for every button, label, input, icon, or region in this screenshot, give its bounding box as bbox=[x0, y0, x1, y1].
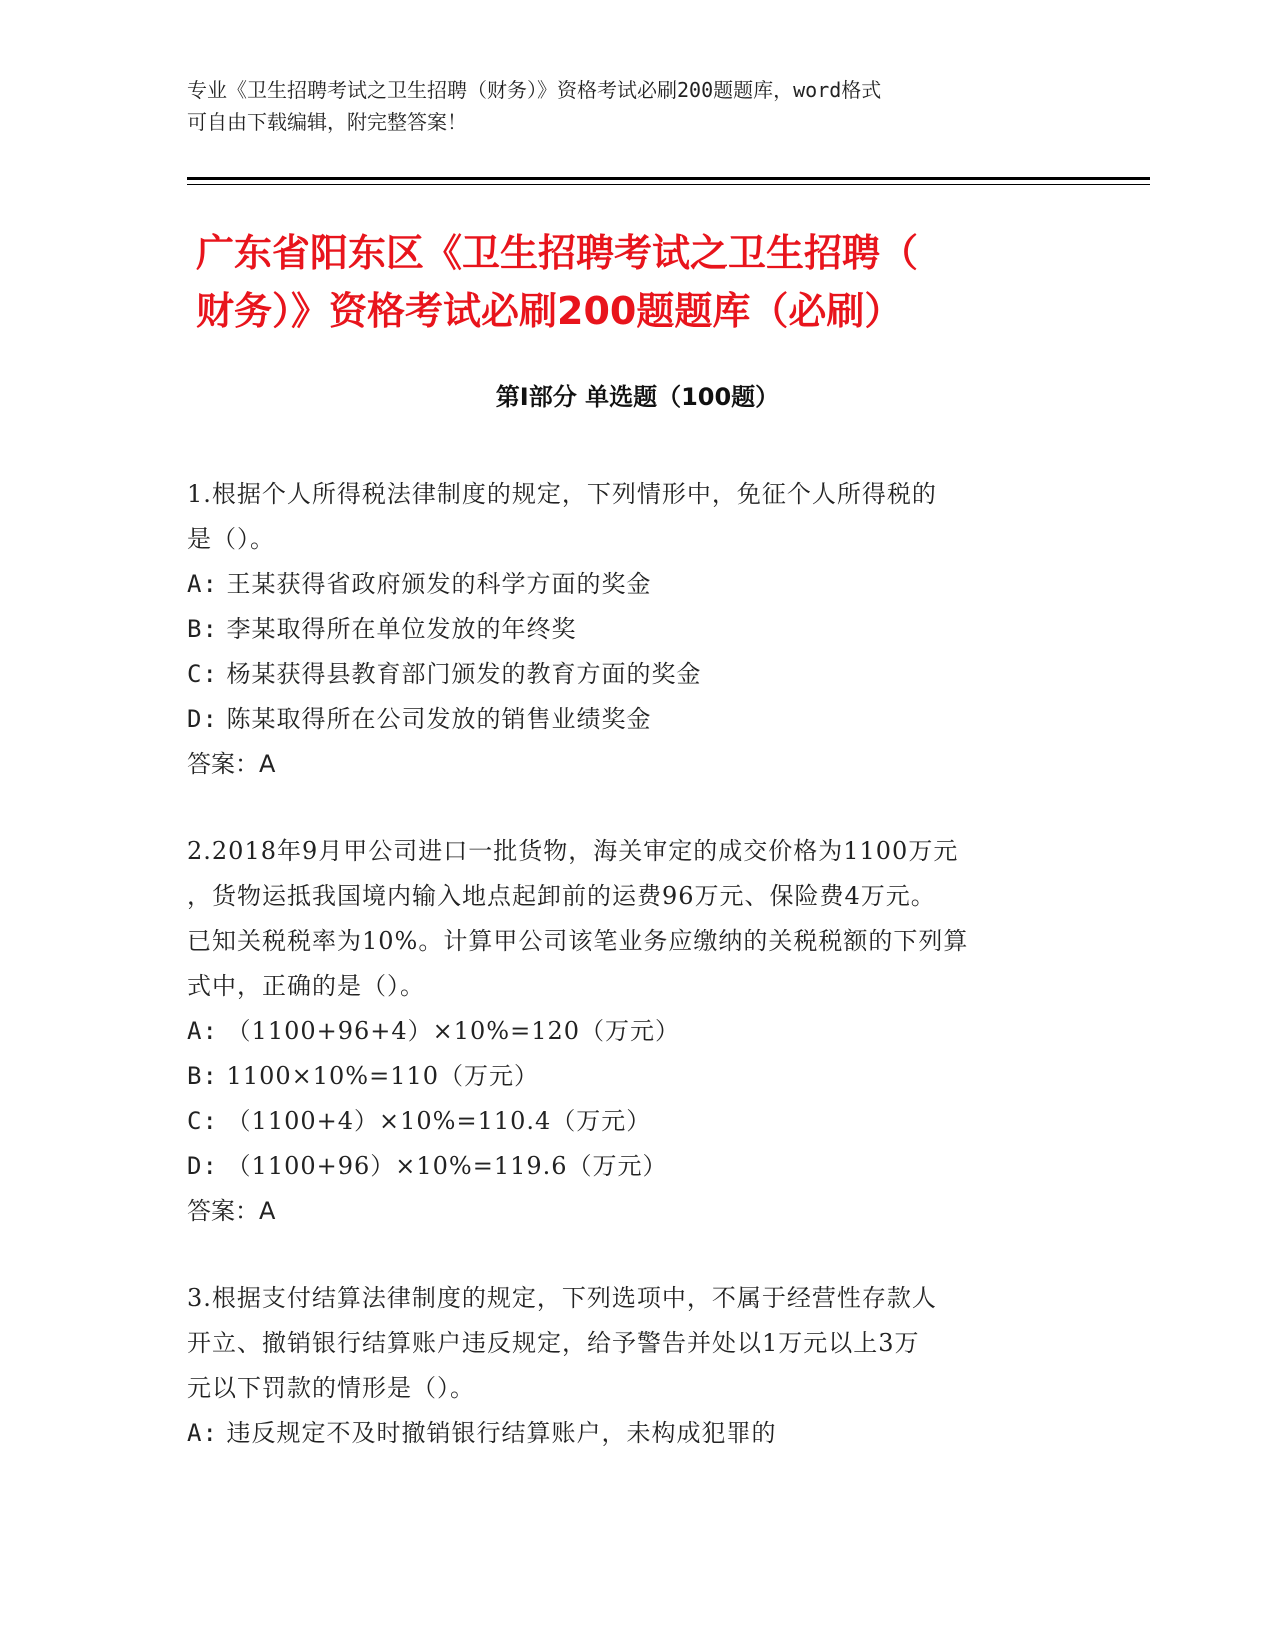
question-item bbox=[187, 472, 1077, 787]
option-b bbox=[187, 1054, 1077, 1099]
header-divider-thick bbox=[187, 177, 1150, 180]
question-stem-line: 1.根据个人所得税法律制度的规定，下列情形中，免征个人所得税的 bbox=[187, 480, 937, 508]
option-letter: D: bbox=[187, 705, 218, 733]
option-letter: D: bbox=[187, 1152, 218, 1180]
header-line-2: 可自由下载编辑，附完整答案！ bbox=[187, 110, 467, 134]
option-b bbox=[187, 607, 1077, 652]
question-item bbox=[187, 829, 1077, 1234]
question-stem-line: 开立、撤销银行结算账户违反规定，给予警告并处以1万元以上3万 bbox=[187, 1329, 920, 1357]
option-text: （1100+4）×10%=110.4（万元） bbox=[226, 1107, 652, 1135]
header-text bbox=[187, 74, 1067, 138]
option-text: （1100+96）×10%=119.6（万元） bbox=[226, 1152, 668, 1180]
answer-line: 答案：A bbox=[187, 750, 276, 778]
title-line-1: 广东省阳东区《卫生招聘考试之卫生招聘（ bbox=[196, 231, 919, 275]
header-line-1: 专业《卫生招聘考试之卫生招聘（财务）》资格考试必刷200题题库，word格式 bbox=[187, 78, 882, 102]
option-text: （1100+96+4）×10%=120（万元） bbox=[226, 1017, 681, 1045]
option-text: 违反规定不及时撤销银行结算账户，未构成犯罪的 bbox=[226, 1419, 777, 1447]
option-letter: A: bbox=[187, 1419, 218, 1447]
option-text: 王某获得省政府颁发的科学方面的奖金 bbox=[226, 570, 652, 598]
option-a bbox=[187, 562, 1077, 607]
option-a bbox=[187, 1411, 1077, 1456]
question-stem-line: 式中，正确的是（）。 bbox=[187, 972, 425, 1000]
question-stem-line: 3.根据支付结算法律制度的规定，下列选项中，不属于经营性存款人 bbox=[187, 1284, 937, 1312]
question-stem-line: 2.2018年9月甲公司进口一批货物，海关审定的成交价格为1100万元 bbox=[187, 837, 959, 865]
option-c bbox=[187, 1099, 1077, 1144]
question-stem-line: 是（）。 bbox=[187, 525, 275, 553]
option-text: 1100×10%=110（万元） bbox=[226, 1062, 539, 1090]
option-letter: A: bbox=[187, 1017, 218, 1045]
section-title: 第Ⅰ部分 单选题（100题） bbox=[495, 383, 780, 411]
question-stem-line: 元以下罚款的情形是（）。 bbox=[187, 1374, 475, 1402]
option-letter: A: bbox=[187, 570, 218, 598]
option-text: 陈某取得所在公司发放的销售业绩奖金 bbox=[226, 705, 652, 733]
option-text: 杨某获得县教育部门颁发的教育方面的奖金 bbox=[226, 660, 702, 688]
document-title bbox=[196, 224, 1076, 340]
option-letter: B: bbox=[187, 615, 218, 643]
header-divider-thin bbox=[187, 184, 1150, 185]
option-letter: B: bbox=[187, 1062, 218, 1090]
option-a bbox=[187, 1009, 1077, 1054]
option-text: 李某取得所在单位发放的年终奖 bbox=[226, 615, 577, 643]
question-item bbox=[187, 1276, 1077, 1456]
option-d bbox=[187, 1144, 1077, 1189]
title-line-2: 财务）》资格考试必刷200题题库（必刷） bbox=[196, 289, 903, 333]
option-letter: C: bbox=[187, 660, 218, 688]
question-stem-line: 已知关税税率为10%。计算甲公司该笔业务应缴纳的关税税额的下列算 bbox=[187, 927, 969, 955]
question-stem-line: ，货物运抵我国境内输入地点起卸前的运费96万元、保险费4万元。 bbox=[187, 882, 936, 910]
answer-line: 答案：A bbox=[187, 1197, 276, 1225]
question-list bbox=[187, 472, 1077, 1498]
option-letter: C: bbox=[187, 1107, 218, 1135]
option-c bbox=[187, 652, 1077, 697]
option-d bbox=[187, 697, 1077, 742]
